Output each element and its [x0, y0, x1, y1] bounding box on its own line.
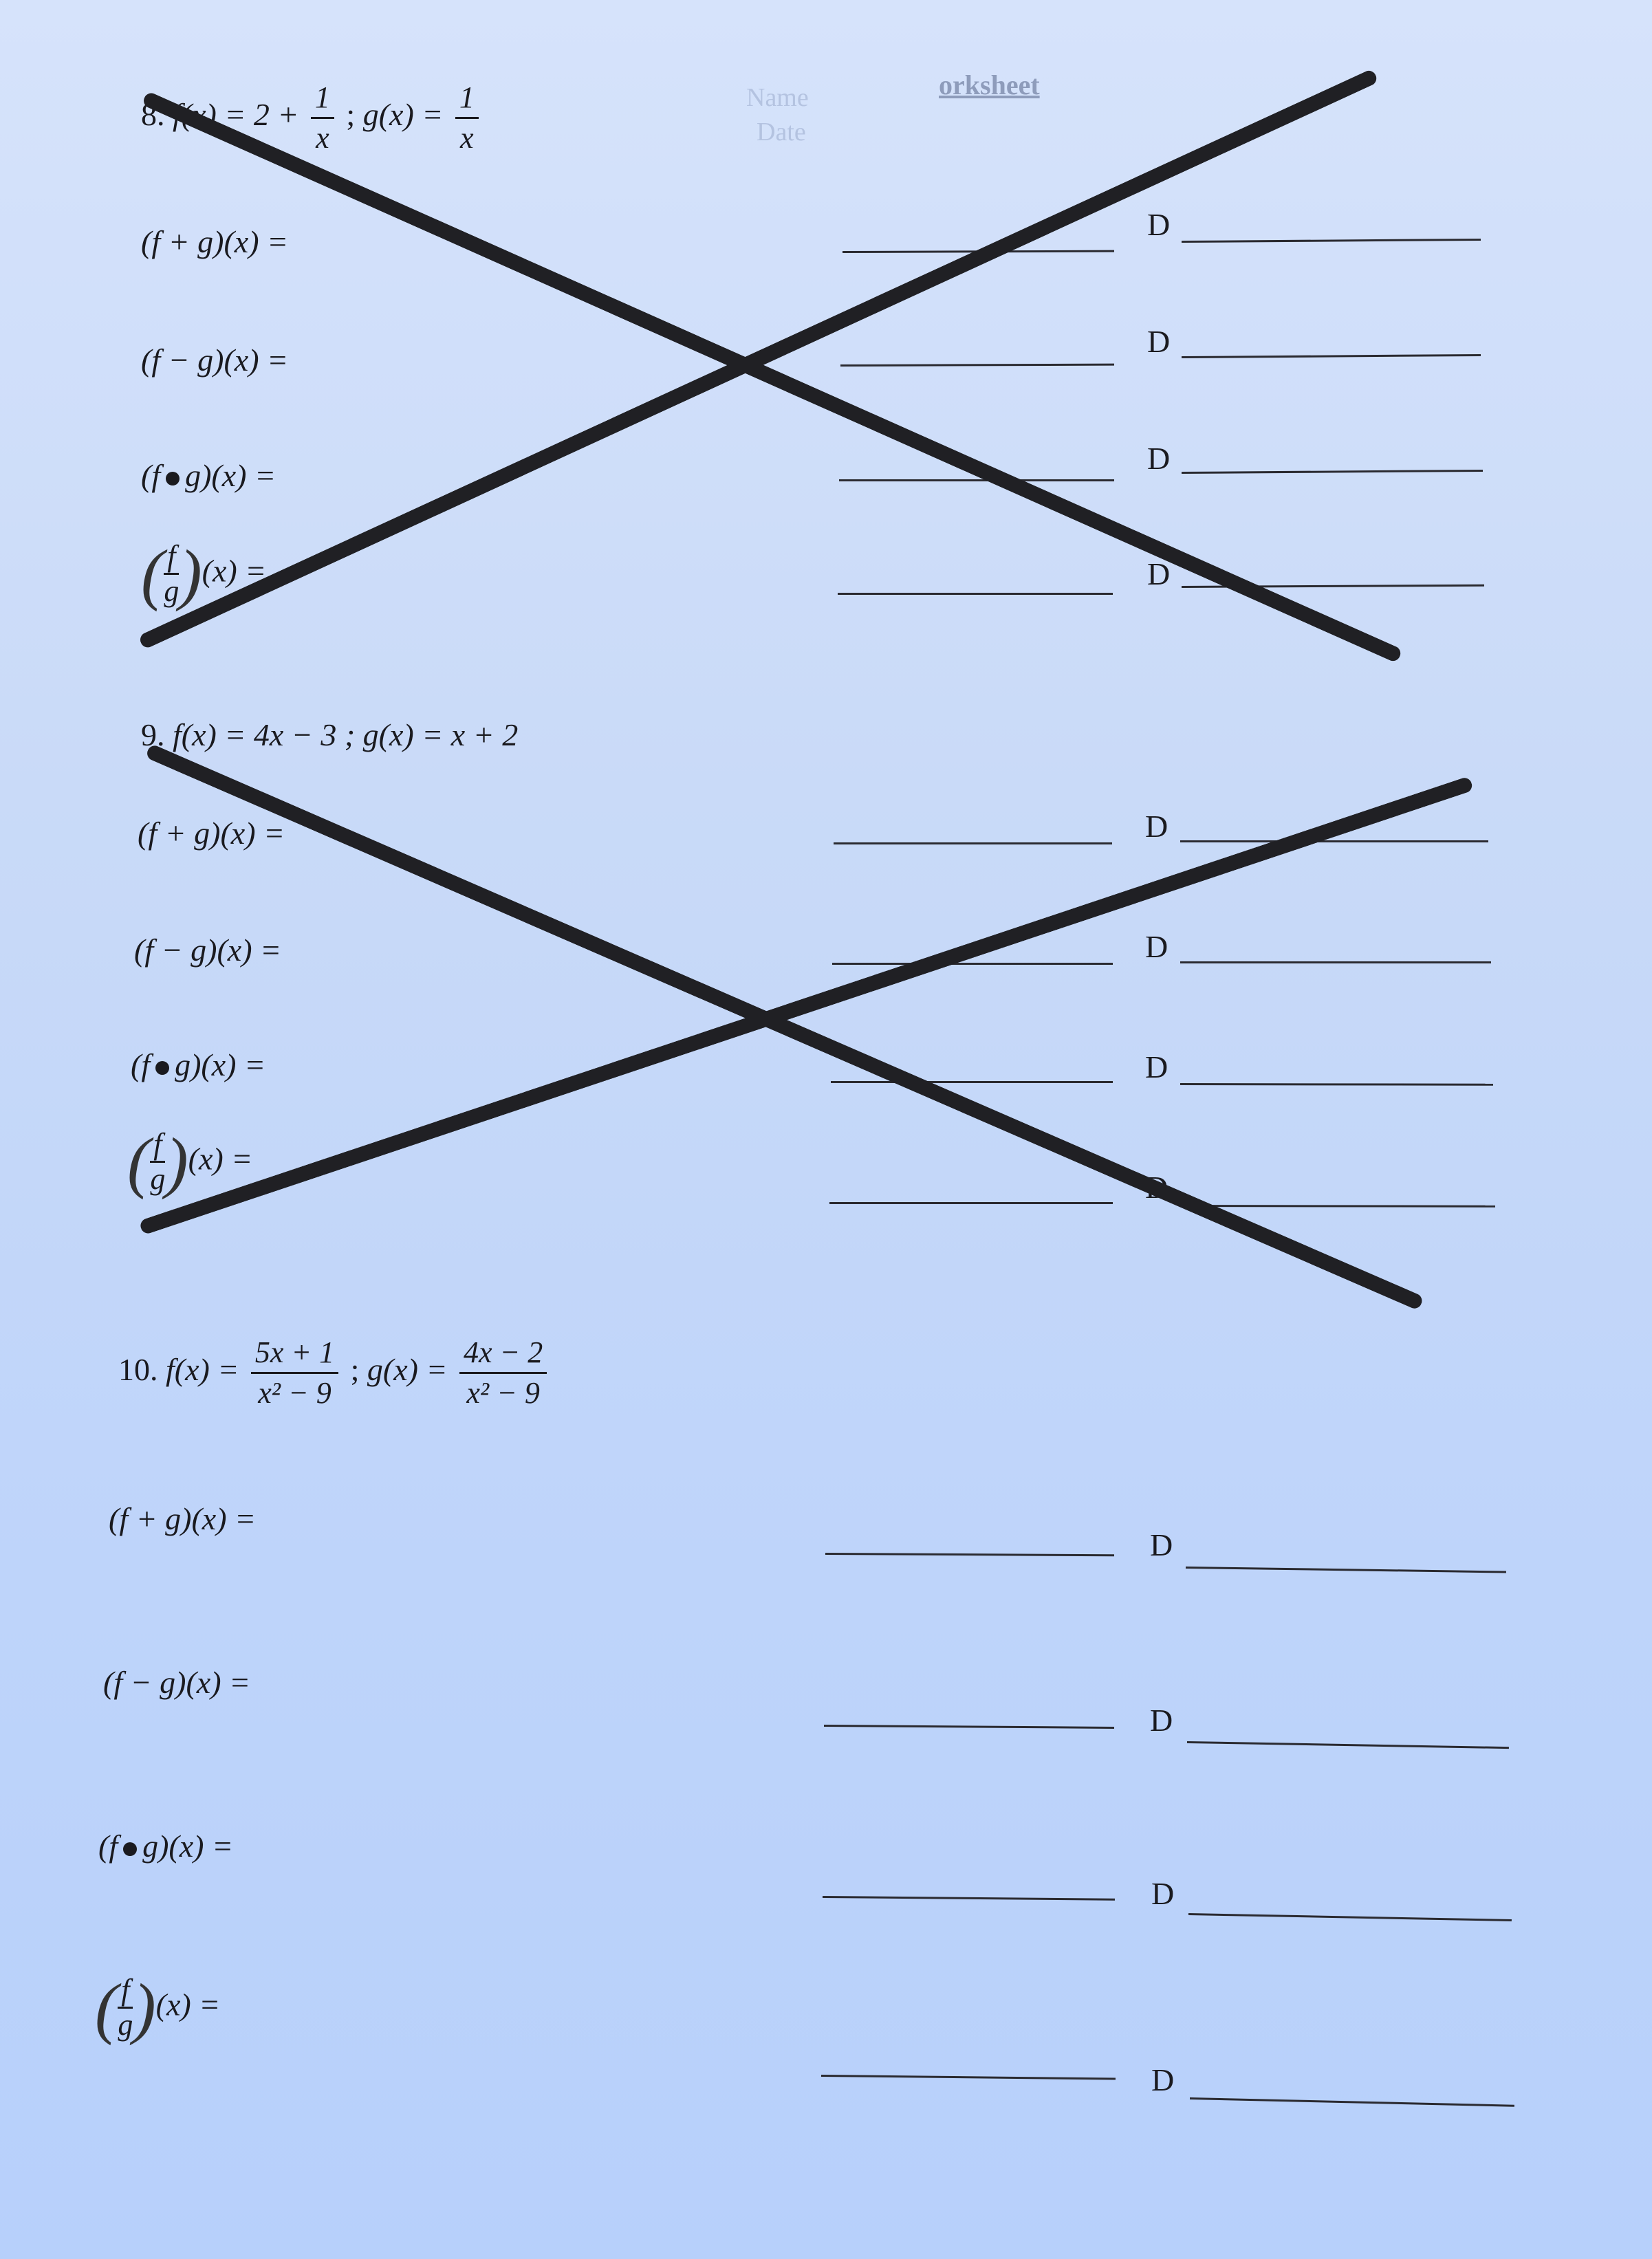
problem-10-quot-tail: (x) =: [155, 1987, 221, 2022]
problem-8-f-fraction: [311, 80, 334, 155]
problem-10-separator: ;: [350, 1352, 360, 1388]
answer-blank[interactable]: [829, 1202, 1113, 1204]
domain-label: D: [1151, 2062, 1175, 2097]
domain-blank[interactable]: [1182, 470, 1483, 474]
problem-10-fg-fraction: [118, 1974, 133, 2042]
domain-blank[interactable]: [1180, 961, 1491, 963]
problem-10-f-prefix: f(x) =: [166, 1352, 247, 1388]
domain-blank[interactable]: [1182, 239, 1481, 243]
problem-10-f-den: x² − 9: [258, 1376, 332, 1410]
problem-8-f-den: x: [316, 121, 329, 155]
domain-blank[interactable]: [1187, 1741, 1509, 1749]
problem-8-quot-num: f: [164, 540, 179, 575]
cross-out-stroke: [139, 776, 1475, 1235]
answer-blank[interactable]: [831, 1081, 1113, 1083]
problem-9-header: [141, 717, 518, 753]
problem-9-prod-label: [131, 1047, 265, 1083]
domain-label: D: [1150, 1527, 1173, 1562]
problem-8-f-num: 1: [311, 83, 334, 119]
problem-10-g-num: 4x − 2: [459, 1338, 547, 1374]
left-paren-icon: (: [95, 1969, 118, 2046]
problem-10-f-fraction: [251, 1335, 338, 1410]
domain-label: D: [1147, 556, 1171, 591]
problem-9-f: f(x) = 4x − 3 ;: [173, 717, 356, 752]
problem-10-quot-label: [95, 1969, 221, 2046]
left-paren-icon: (: [127, 1123, 151, 1200]
problem-8-quot-tail: (x) =: [202, 553, 267, 589]
problem-8-g-den: x: [460, 121, 474, 155]
domain-label: D: [1147, 324, 1171, 359]
problem-9-prod-a: (f: [131, 1047, 151, 1082]
problem-9-quot-num: f: [150, 1128, 165, 1163]
answer-blank[interactable]: [821, 2075, 1116, 2080]
problem-10-quot-den: g: [118, 2008, 133, 2042]
problem-8-g-prefix: g(x) =: [362, 97, 451, 133]
problem-8-prod-b: g)(x) =: [185, 458, 276, 493]
problem-9-sum-label: (f + g)(x) =: [138, 816, 285, 851]
domain-blank[interactable]: [1188, 1913, 1512, 1921]
domain-label: D: [1151, 1876, 1175, 1911]
domain-blank[interactable]: [1186, 1567, 1506, 1573]
problem-10-quot-num: f: [118, 1974, 133, 2009]
answer-blank[interactable]: [823, 1896, 1115, 1901]
problem-9-quot-label: [127, 1123, 253, 1200]
cross-out-stroke: [145, 743, 1424, 1311]
domain-label: D: [1145, 1049, 1169, 1084]
domain-blank[interactable]: [1180, 840, 1488, 842]
domain-blank[interactable]: [1182, 354, 1481, 358]
problem-8-quot-den: g: [164, 574, 180, 609]
problem-9-number: 9.: [141, 717, 165, 752]
problem-10-g-den: x² − 9: [466, 1376, 540, 1410]
domain-blank[interactable]: [1190, 2097, 1514, 2107]
problem-8-fg-fraction: [164, 540, 179, 609]
domain-blank[interactable]: [1180, 1205, 1495, 1208]
ghost-date-text: Date: [757, 118, 806, 146]
problem-9-diff-label: (f − g)(x) =: [134, 932, 282, 968]
problem-10-prod-b: g)(x) =: [142, 1829, 234, 1864]
domain-label: D: [1147, 441, 1171, 476]
answer-blank[interactable]: [834, 842, 1112, 844]
problem-10-sum-label: (f + g)(x) =: [109, 1501, 257, 1536]
problem-8-separator: ;: [346, 97, 356, 133]
problem-8-g-num: 1: [455, 83, 479, 119]
ghost-worksheet-text: orksheet: [939, 69, 1040, 100]
problem-10-prod-a: (f: [98, 1829, 118, 1864]
answer-blank[interactable]: [840, 364, 1114, 367]
problem-10-diff-label: (f − g)(x) =: [103, 1665, 251, 1700]
answer-blank[interactable]: [838, 593, 1113, 595]
right-paren-icon: ): [133, 1969, 156, 2046]
problem-10-number: 10.: [118, 1352, 158, 1388]
problem-10-g-prefix: g(x) =: [367, 1352, 455, 1388]
problem-10-g-fraction: [459, 1335, 547, 1410]
problem-9-quot-den: g: [150, 1162, 166, 1197]
left-paren-icon: (: [141, 535, 164, 612]
domain-label: D: [1145, 1170, 1169, 1205]
problem-9-quot-tail: (x) =: [188, 1141, 253, 1177]
problem-10-header: [118, 1335, 551, 1410]
problem-10-prod-label: [98, 1828, 233, 1864]
multiply-dot-icon: [155, 1061, 169, 1075]
answer-blank[interactable]: [839, 479, 1114, 481]
domain-label: D: [1145, 929, 1169, 964]
answer-blank[interactable]: [825, 1553, 1114, 1556]
domain-label: D: [1145, 809, 1169, 844]
multiply-dot-icon: [166, 472, 180, 485]
domain-label: D: [1150, 1703, 1173, 1738]
problem-9-g: g(x) = x + 2: [362, 717, 519, 752]
problem-8-diff-label: (f − g)(x) =: [141, 342, 289, 378]
domain-blank[interactable]: [1180, 1083, 1493, 1086]
problem-8-number: 8.: [141, 97, 165, 133]
problem-8-prod-a: (f: [141, 458, 161, 493]
problem-8-prod-label: [141, 457, 276, 494]
ghost-name-text: Name: [746, 83, 809, 112]
multiply-dot-icon: [123, 1842, 137, 1856]
answer-blank[interactable]: [824, 1725, 1114, 1729]
right-paren-icon: ): [165, 1123, 188, 1200]
problem-9-prod-b: g)(x) =: [175, 1047, 266, 1082]
cross-out-stroke: [142, 91, 1403, 664]
problem-8-g-fraction: [455, 80, 479, 155]
right-paren-icon: ): [179, 535, 202, 612]
problem-8-f-prefix: f(x) = 2 +: [173, 97, 307, 133]
problem-10-f-num: 5x + 1: [251, 1338, 338, 1374]
problem-8-sum-label: (f + g)(x) =: [141, 224, 289, 259]
answer-blank[interactable]: [832, 963, 1113, 965]
domain-label: D: [1147, 207, 1171, 242]
problem-9-fg-fraction: [150, 1128, 165, 1197]
